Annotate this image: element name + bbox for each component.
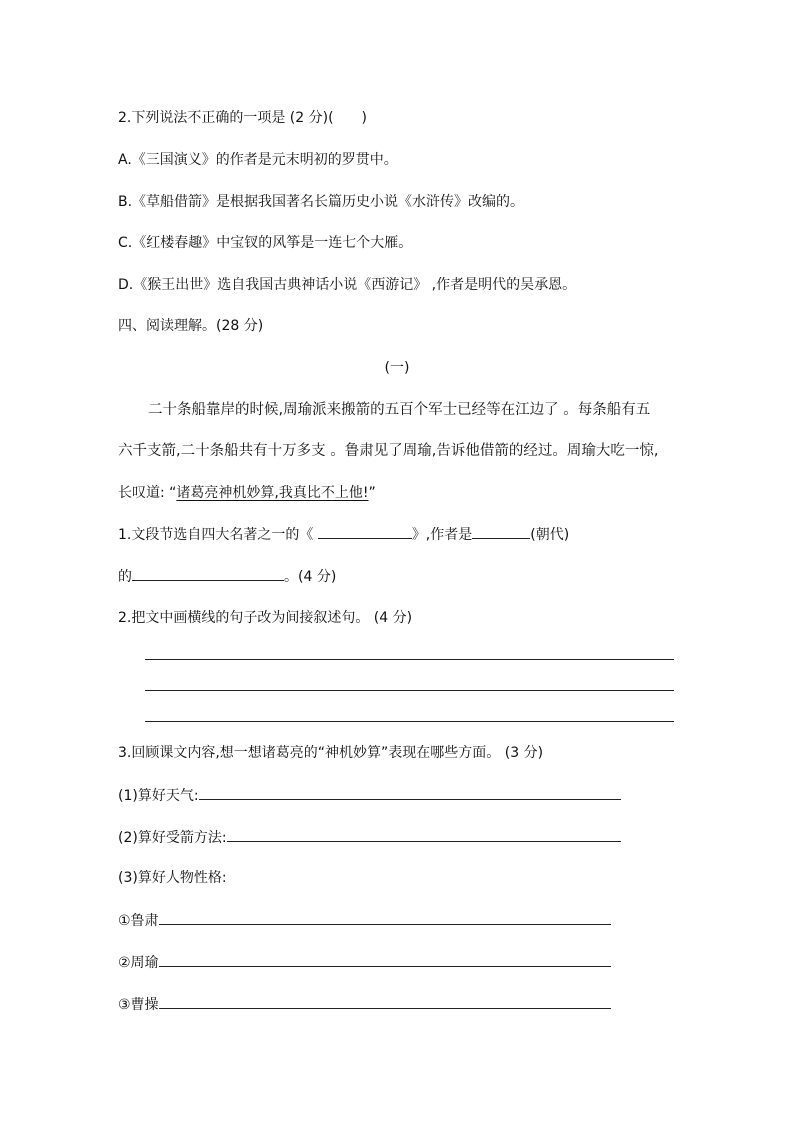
question-2-stem: 2.把文中画横线的句子改为间接叙述句。 (4 分) <box>118 610 413 626</box>
passage-line-3-suffix: ” <box>368 485 376 501</box>
question-3-stem: 3.回顾课文内容,想一想诸葛亮的“神机妙算”表现在哪些方面。 (3 分) <box>118 745 544 761</box>
caocao-answer-blank[interactable] <box>159 994 611 1009</box>
passage-line-2: 六千支箭,二十条船共有十万多支 。鲁肃见了周瑜,告诉他借箭的经过。周瑜大吃一惊, <box>118 443 659 459</box>
passage-line-3-prefix: 长叹道: “ <box>118 485 177 501</box>
question-1-line-1 <box>118 524 569 545</box>
answer-line-1[interactable] <box>145 659 674 660</box>
item-label-weather: (1)算好天气: <box>118 788 199 804</box>
book-title-blank[interactable] <box>318 524 412 539</box>
question-1-text-d: 的 <box>118 569 132 585</box>
zhouyu-answer-blank[interactable] <box>159 952 611 967</box>
item-label-caocao: ③曹操 <box>118 997 159 1013</box>
mc-option-b: B.《草船借箭》是根据我国著名长篇历史小说《水浒传》改编的。 <box>118 194 525 210</box>
mc-option-a: A.《三国演义》的作者是元末明初的罗贯中。 <box>118 152 398 168</box>
question-1-text-a: 1.文段节选自四大名著之一的《 <box>118 527 318 543</box>
lusu-answer-blank[interactable] <box>159 910 611 925</box>
question-3-item-method <box>118 827 621 848</box>
dynasty-blank[interactable] <box>472 524 530 539</box>
passage-line-3 <box>118 483 376 503</box>
item-label-lusu: ①鲁肃 <box>118 913 159 929</box>
question-3-item-caocao <box>118 994 611 1015</box>
question-3-item-character: (3)算好人物性格: <box>118 870 227 886</box>
mc-option-d: D.《猴王出世》选自我国古典神话小说《西游记》 ,作者是明代的吴承恩。 <box>118 277 577 293</box>
method-answer-blank[interactable] <box>227 827 621 842</box>
answer-line-2[interactable] <box>145 690 674 691</box>
answer-line-3[interactable] <box>145 721 674 722</box>
item-label-method: (2)算好受箭方法: <box>118 830 227 846</box>
question-1-line-2 <box>118 566 336 587</box>
item-label-zhouyu: ②周瑜 <box>118 955 159 971</box>
question-1-text-b: 》,作者是 <box>411 527 473 543</box>
passage-line-1: 二十条船靠岸的时候,周瑜派来搬箭的五百个军士已经等在江边了 。每条船有五 <box>148 402 651 418</box>
weather-answer-blank[interactable] <box>199 785 621 800</box>
section-heading: 四、阅读理解。(28 分) <box>118 318 264 334</box>
passage-number: (一) <box>384 360 410 376</box>
author-blank[interactable] <box>132 566 284 581</box>
question-3-item-zhouyu <box>118 952 611 973</box>
question-3-item-weather <box>118 785 621 806</box>
mc-question-stem: 2.下列说法不正确的一项是 (2 分)( ) <box>118 110 368 126</box>
question-1-text-e: 。(4 分) <box>284 569 337 585</box>
mc-option-c: C.《红楼春趣》中宝钗的风筝是一连七个大雁。 <box>118 235 413 251</box>
question-1-text-c: (朝代) <box>530 527 570 543</box>
underlined-sentence: 诸葛亮神机妙算,我真比不上他! <box>176 485 369 501</box>
question-3-item-lusu <box>118 910 611 931</box>
